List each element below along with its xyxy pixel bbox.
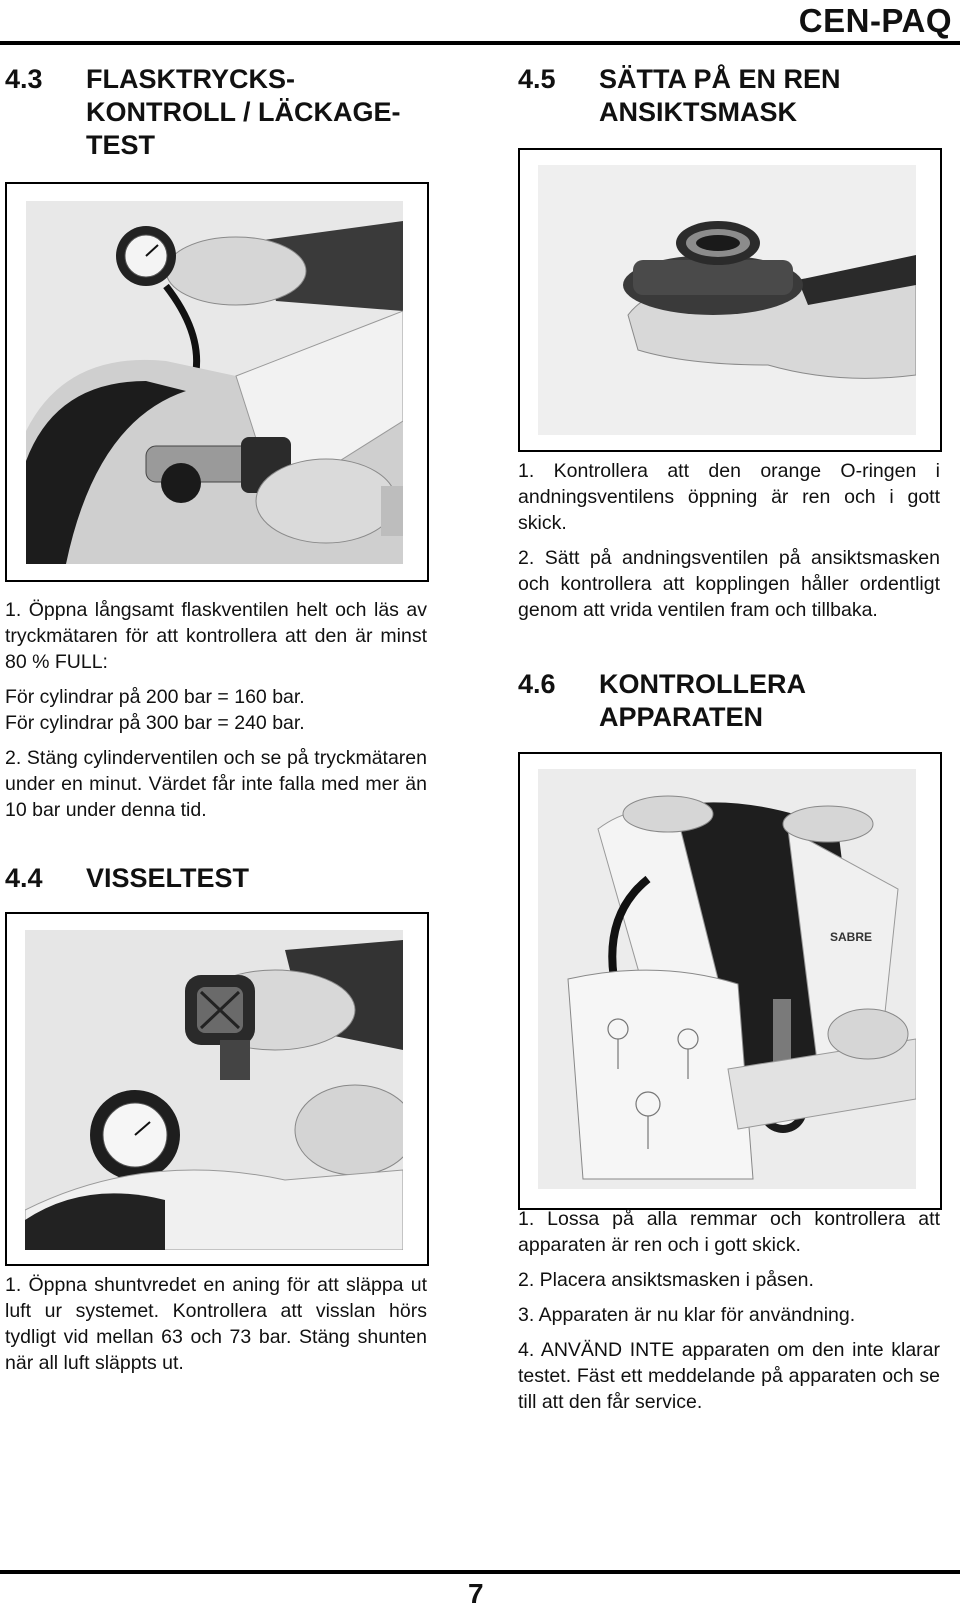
step-text: För cylindrar på 200 bar = 160 bar.: [5, 686, 305, 708]
section-number: 4.3: [5, 64, 43, 94]
section-title: [86, 63, 400, 162]
section-4-6-text: [518, 1206, 940, 1424]
step-text: 1. Kontrollera att den orange O-ringen i andningsventilens öppning är ren och i gott skick.: [518, 460, 940, 534]
step-text: 2. Sätt på andningsventilen på ansiktsmasken och kontrollera att kopplingen håller ordentligt genom att vrida ventilen fram och tillbaka.: [518, 547, 940, 621]
photo-frame-cylinder-check: [5, 182, 429, 582]
section-4-3-text: [5, 597, 427, 832]
title-line: TEST: [86, 130, 156, 160]
demand-valve-photo: [538, 165, 916, 435]
footer-rule: [0, 1570, 960, 1574]
step-text: 1. Lossa på alla remmar och kontrollera att apparaten är ren och i gott skick.: [518, 1208, 940, 1256]
title-line: APPARATEN: [599, 702, 764, 732]
photo-frame-whistle-test: [5, 912, 429, 1266]
section-title: VISSELTEST: [86, 863, 250, 893]
apparatus-brand-label: SABRE: [830, 930, 873, 944]
page-number: 7: [468, 1578, 484, 1609]
photo-frame-demand-valve: [518, 148, 942, 452]
title-line: KONTROLL / LÄCKAGE-: [86, 97, 401, 127]
section-4-5-heading: [518, 63, 948, 129]
step-text: 3. Apparaten är nu klar för användning.: [518, 1304, 856, 1326]
section-4-6-heading: [518, 668, 948, 734]
section-4-4-text: [5, 1272, 427, 1385]
brand-title: CEN-PAQ: [798, 2, 952, 39]
section-title: [599, 63, 841, 129]
step-text: 1. Öppna långsamt flaskventilen helt och läs av tryckmätaren för att kontrollera att den är minst 80 % FULL:: [5, 599, 427, 673]
photo-frame-apparatus: [518, 752, 942, 1210]
title-line: KONTROLLERA: [599, 669, 806, 699]
title-line: SÄTTA PÅ EN REN: [599, 64, 841, 94]
whistle-test-photo: [25, 930, 403, 1250]
section-title: [599, 668, 806, 734]
step-text: 2. Placera ansiktsmasken i påsen.: [518, 1269, 814, 1291]
apparatus-photo: [538, 769, 916, 1189]
step-text: För cylindrar på 300 bar = 240 bar.: [5, 712, 305, 734]
section-number: 4.4: [5, 863, 43, 893]
title-line: FLASKTRYCKS-: [86, 64, 295, 94]
section-4-4-heading: [5, 862, 435, 896]
cylinder-gauge-photo: [26, 201, 403, 564]
section-4-3-heading: [5, 63, 435, 163]
step-text: 2. Stäng cylinderventilen och se på tryckmätaren under en minut. Värdet får inte falla med mer än 10 bar under denna tid.: [5, 747, 427, 821]
section-number: 4.6: [518, 669, 556, 699]
section-4-5-text: [518, 458, 940, 632]
section-number: 4.5: [518, 64, 556, 94]
step-text: 1. Öppna shuntvredet en aning för att släppa ut luft ur systemet. Kontrollera att visslan hörs tydligt vid mellan 63 och 73 bar. Stäng shunten när all luft släppts ut.: [5, 1274, 427, 1374]
step-text: 4. ANVÄND INTE apparaten om den inte klarar testet. Fäst ett meddelande på apparaten och se till att den får service.: [518, 1339, 940, 1413]
title-line: ANSIKTSMASK: [599, 97, 798, 127]
header-rule: [0, 41, 960, 45]
